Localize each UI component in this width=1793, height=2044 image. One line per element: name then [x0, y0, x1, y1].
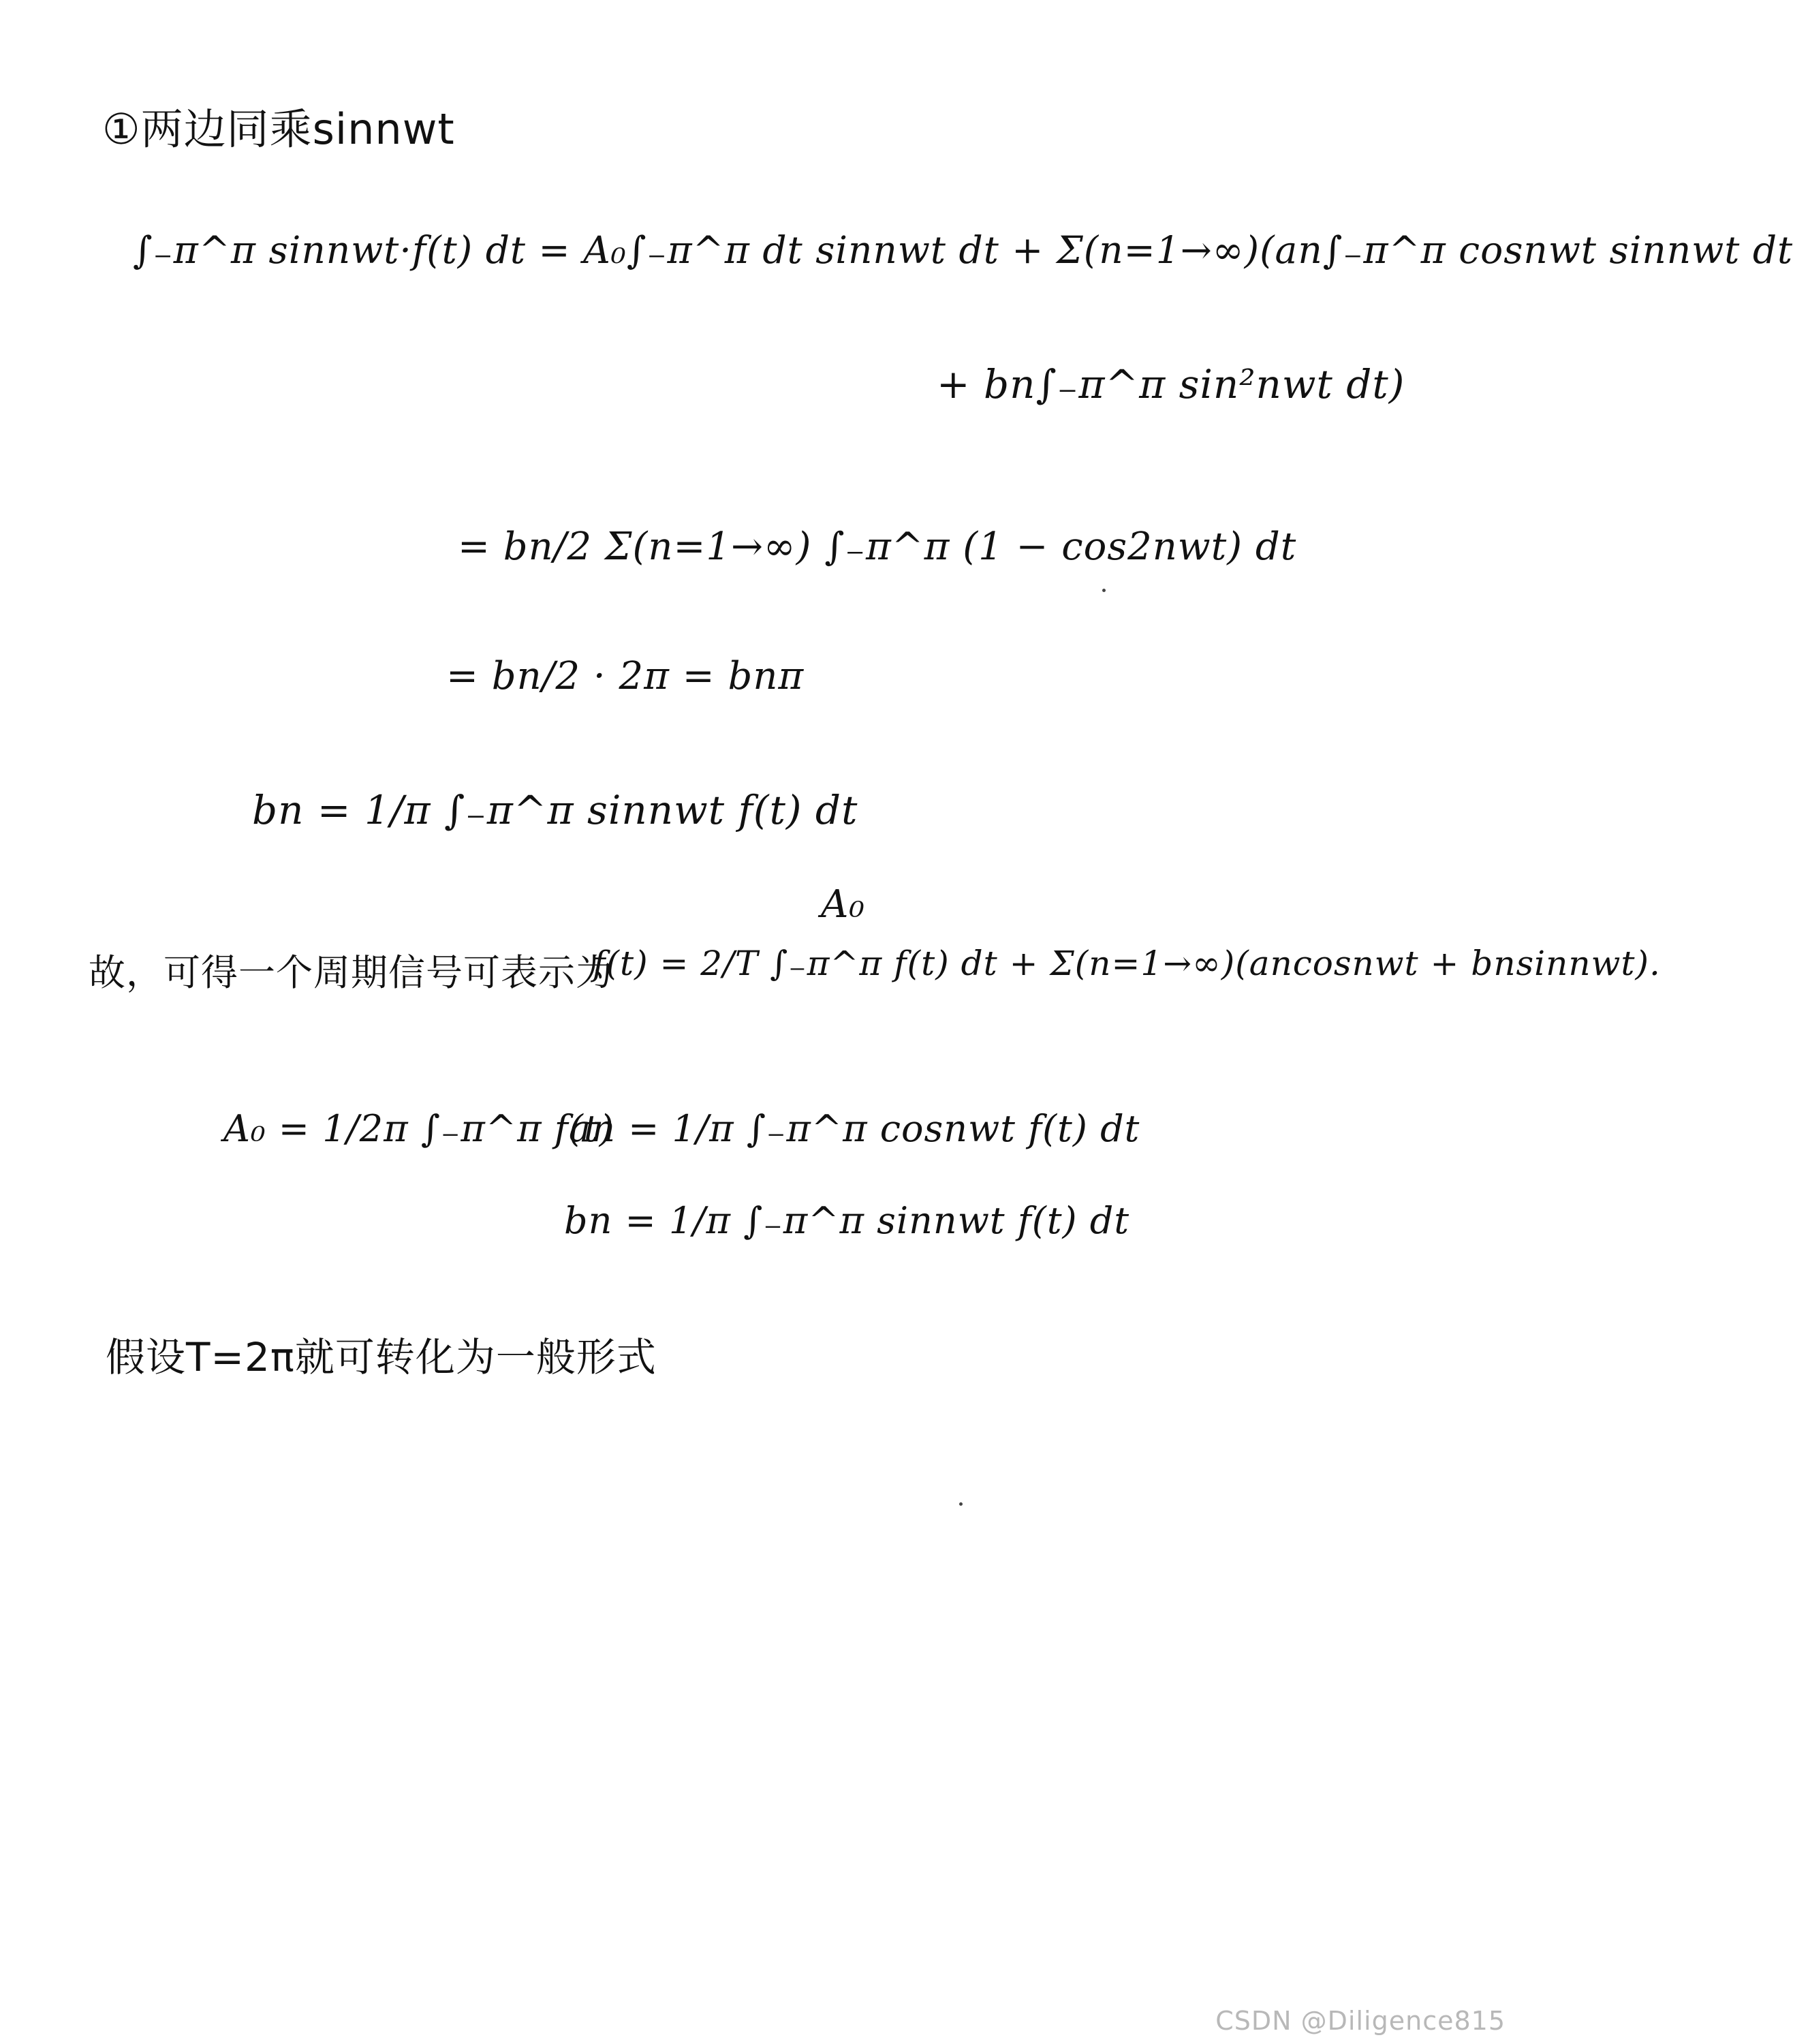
- csdn-watermark: CSDN @Diligence815: [1215, 2006, 1506, 2036]
- stray-ink-dot: [1102, 589, 1106, 592]
- summary-a0-annotation: A₀: [821, 882, 865, 927]
- assumption-note: 假设T=2π就可转化为一般形式: [106, 1334, 657, 1380]
- equation-3: = bn/2 · 2π = bnπ: [446, 654, 805, 698]
- summary-label: 故，可得一个周期信号可表示为: [89, 951, 613, 994]
- summary-formula: f(t) = 2/T ∫₋π^π f(t) dt + Σ(n=1→∞)(ancosnwt + bnsinnwt).: [593, 944, 1661, 983]
- equation-2: = bn/2 Σ(n=1→∞) ∫₋π^π (1 − cos2nwt) dt: [458, 525, 1297, 569]
- coefficient-a0: A₀ = 1/2π ∫₋π^π f(t): [223, 1107, 614, 1150]
- equation-1-line-2: + bn∫₋π^π sin²nwt dt): [937, 361, 1405, 407]
- coefficient-bn: bn = 1/π ∫₋π^π sinnwt f(t) dt: [564, 1199, 1130, 1242]
- stray-ink-dot: [959, 1502, 963, 1506]
- heading-multiply-both-sides: ①两边同乘sinnwt: [102, 104, 455, 154]
- equation-1-line-1: ∫₋π^π sinnwt·f(t) dt = A₀∫₋π^π dt sinnwt dt + Σ(n=1→∞)(an∫₋π^π cosnwt sinnwt dt: [133, 228, 1793, 272]
- equation-bn-result: bn = 1/π ∫₋π^π sinnwt f(t) dt: [252, 787, 858, 833]
- coefficient-an: an = 1/π ∫₋π^π cosnwt f(t) dt: [569, 1107, 1140, 1150]
